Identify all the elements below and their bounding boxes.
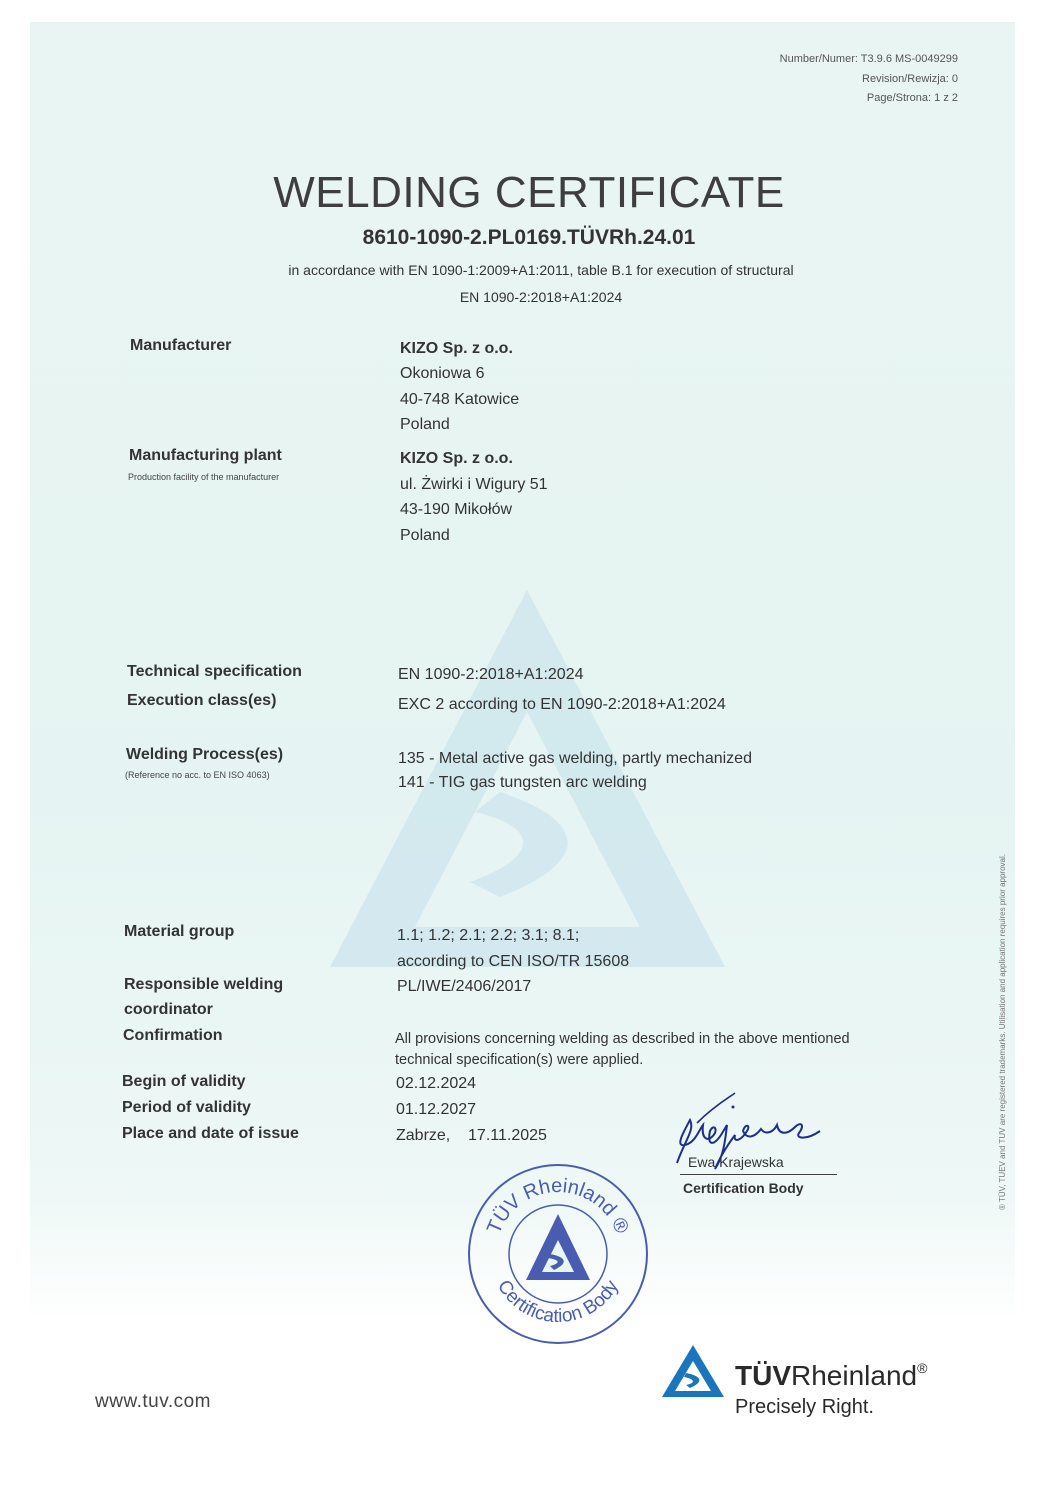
manufacturer-street: Okoniowa 6 (400, 365, 485, 382)
welding-process-label: Welding Process(es) (126, 746, 284, 763)
begin-validity-value: 02.12.2024 (396, 1075, 477, 1092)
subtitle-line-1: in accordance with EN 1090-1:2009+A1:2011, table B.1 for execution of structural (288, 262, 794, 278)
plant-label: Manufacturing plant (129, 447, 282, 464)
plant-sublabel: Production facility of the manufacturer (128, 472, 280, 482)
signer-title: Certification Body (683, 1180, 804, 1196)
manufacturer-city: 40-748 Katowice (400, 391, 520, 408)
coordinator-value: PL/IWE/2406/2017 (397, 978, 532, 995)
material-group-value: 1.1; 1.2; 2.1; 2.2; 3.1; 8.1; (397, 927, 580, 944)
tech-spec-label: Technical specification (127, 663, 302, 680)
exec-class-value: EXC 2 according to EN 1090-2:2018+A1:2024 (398, 696, 726, 713)
certificate-title: WELDING CERTIFICATE (273, 168, 785, 217)
doc-page: Page/Strona: 1 z 2 (866, 92, 958, 104)
signer-name: Ewa Krajewska (688, 1154, 784, 1170)
plant-country: Poland (400, 527, 450, 544)
period-validity-value: 01.12.2027 (396, 1101, 477, 1118)
manufacturer-label: Manufacturer (130, 337, 232, 354)
plant-name: KIZO Sp. z o.o. (400, 450, 513, 467)
welding-process-1: 135 - Metal active gas welding, partly mechanized (398, 750, 752, 767)
confirmation-line-1: All provisions concerning welding as described in the above mentioned (395, 1031, 850, 1047)
doc-number: Number/Numer: T3.9.6 MS-0049299 (779, 53, 958, 65)
place-date-value: Zabrze, 17.11.2025 (396, 1127, 547, 1144)
welding-process-2: 141 - TIG gas tungsten arc welding (398, 774, 647, 791)
tuv-stamp (466, 1162, 650, 1346)
footer-url[interactable]: www.tuv.com (95, 1391, 212, 1412)
begin-validity-label: Begin of validity (122, 1073, 246, 1090)
stamp-bottom-text: Certification Body (492, 1276, 623, 1328)
coordinator-label-2: coordinator (124, 1001, 213, 1018)
tuv-brand: TÜVRheinland® (735, 1360, 928, 1391)
coordinator-label: Responsible welding (124, 976, 284, 993)
tech-spec-value: EN 1090-2:2018+A1:2024 (398, 666, 584, 683)
trademark-note: ® TÜV, TUEV and TUV are registered trademarks. Utilisation and application requires prior approval. (998, 854, 1007, 1210)
doc-revision: Revision/Rewizja: 0 (862, 73, 958, 85)
material-group-label: Material group (124, 923, 235, 940)
material-group-reference: according to CEN ISO/TR 15608 (397, 953, 630, 970)
tuv-slogan: Precisely Right. (735, 1396, 874, 1418)
confirmation-label: Confirmation (123, 1027, 223, 1044)
signature-line (680, 1174, 837, 1175)
subtitle-line-2: EN 1090-2:2018+A1:2024 (459, 289, 623, 305)
manufacturer-name: KIZO Sp. z o.o. (400, 340, 513, 357)
period-validity-label: Period of validity (122, 1099, 251, 1116)
certificate-number: 8610-1090-2.PL0169.TÜVRh.24.01 (362, 226, 696, 249)
confirmation-line-2: technical specification(s) were applied. (395, 1052, 644, 1068)
plant-street: ul. Żwirki i Wigury 51 (400, 476, 548, 493)
plant-city: 43-190 Mikołów (400, 501, 513, 518)
manufacturer-country: Poland (400, 416, 450, 433)
stamp-top-text: TÜV Rheinland ® (483, 1174, 633, 1237)
tuv-logo-icon (662, 1345, 724, 1397)
exec-class-label: Execution class(es) (127, 692, 277, 709)
welding-process-sublabel: (Reference no acc. to EN ISO 4063) (125, 770, 270, 780)
place-date-label: Place and date of issue (122, 1125, 299, 1142)
stamp-triangle-icon (526, 1214, 590, 1280)
